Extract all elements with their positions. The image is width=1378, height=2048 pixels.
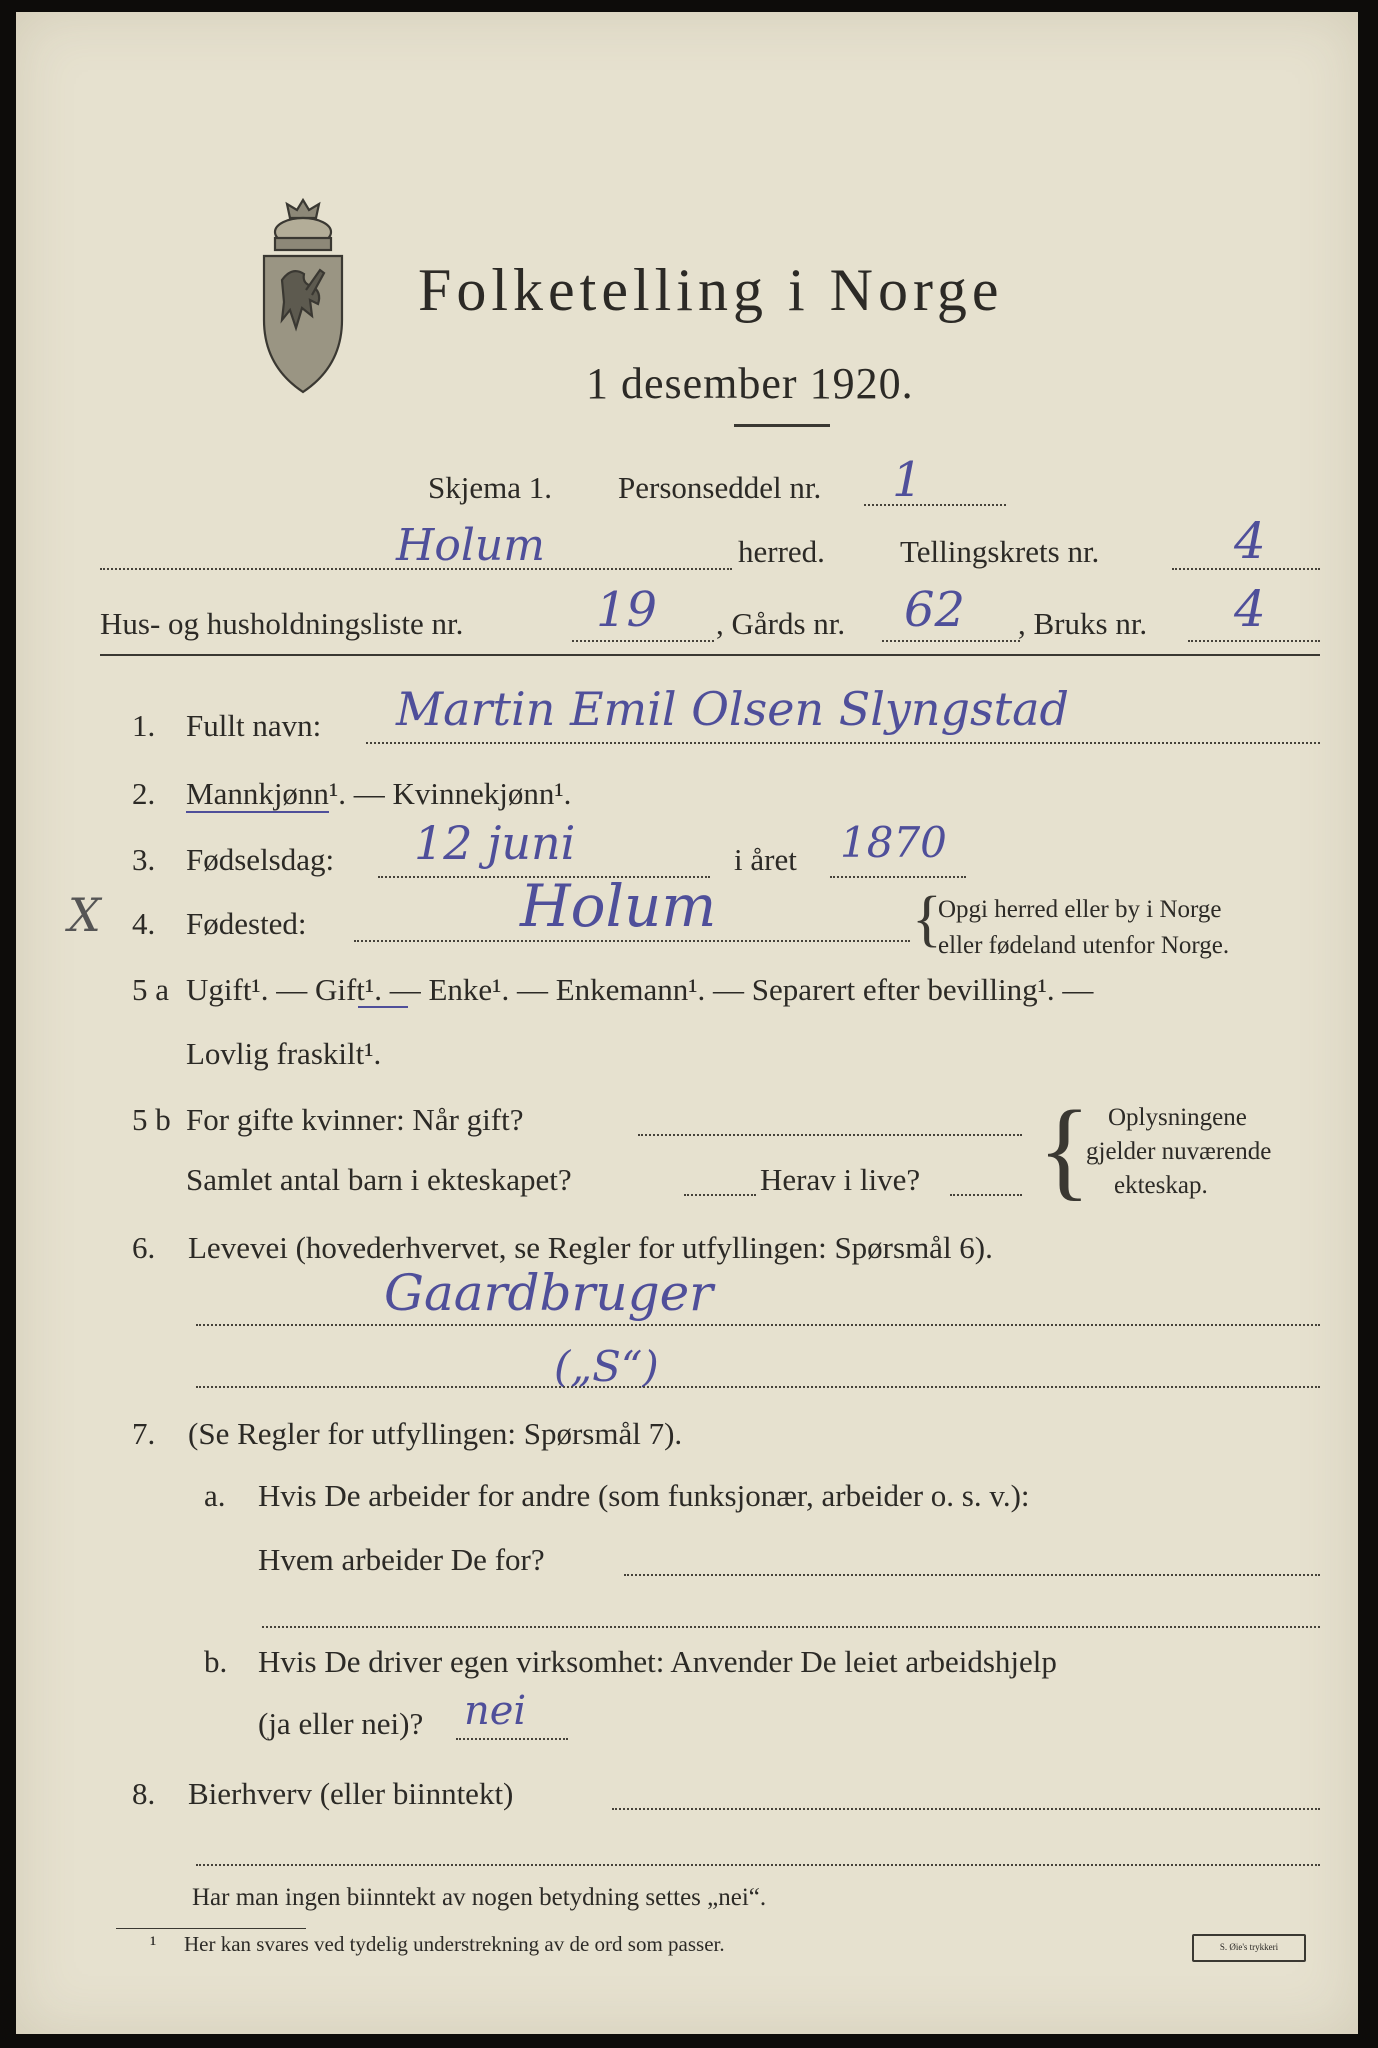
husholdningsliste-line xyxy=(572,640,714,642)
q6-value: Gaardbruger xyxy=(384,1264,714,1322)
printer-stamp xyxy=(1192,1934,1306,1962)
herred-value: Holum xyxy=(396,520,545,571)
footnote-rule xyxy=(116,1928,306,1929)
no-income-note: Har man ingen biinntekt av nogen betydning settes „nei“. xyxy=(192,1884,767,1911)
header-divider xyxy=(100,654,1320,656)
bruks-label: , Bruks nr. xyxy=(1018,606,1148,641)
q8-number: 8. xyxy=(132,1776,156,1811)
q4-note-line1: Opgi herred eller by i Norge xyxy=(938,896,1222,923)
q7-number: 7. xyxy=(132,1416,156,1451)
q6-line1 xyxy=(196,1324,1320,1326)
printer-stamp-text: S. Øie's trykkeri xyxy=(1219,1942,1279,1952)
q5b-note-line3: ekteskap. xyxy=(1114,1172,1208,1199)
coat-of-arms-icon xyxy=(248,194,358,398)
q5b-label-married: For gifte kvinner: Når gift? xyxy=(186,1102,524,1137)
q7b-letter: b. xyxy=(204,1644,228,1679)
q4-line xyxy=(354,940,910,942)
q5a-options-cont: Lovlig fraskilt¹. xyxy=(186,1036,382,1071)
q2-end: ¹. xyxy=(554,776,572,811)
q5b-note-brace: { xyxy=(1038,1088,1091,1210)
q7a-line1: Hvis De arbeider for andre (som funksjonær, arbeider o. s. v.): xyxy=(258,1478,1030,1513)
personseddel-label: Personseddel nr. xyxy=(618,470,822,505)
q5b-label-alive: Herav i live? xyxy=(760,1162,921,1197)
q5b-note-line1: Oplysningene xyxy=(1108,1104,1247,1131)
q7a-answer-line xyxy=(624,1574,1320,1576)
herred-label: herred. xyxy=(738,534,825,569)
bruks-value: 4 xyxy=(1234,580,1266,638)
q8-line1 xyxy=(612,1808,1320,1810)
q4-note-brace: { xyxy=(912,885,942,953)
q5a-number: 5 a xyxy=(132,972,170,1007)
q5b-number: 5 b xyxy=(132,1102,171,1137)
q6-label: Levevei (hovederhvervet, se Regler for utfyllingen: Spørsmål 6). xyxy=(188,1230,993,1265)
q6-line2 xyxy=(196,1386,1320,1388)
gards-line xyxy=(882,640,1020,642)
q2-separator: ¹. — xyxy=(328,776,393,811)
q2-female-option: Kvinnekjønn xyxy=(392,776,555,811)
tellingskrets-value: 4 xyxy=(1234,512,1266,570)
q7b-line1: Hvis De driver egen virksomhet: Anvender De leiet arbeidshjelp xyxy=(258,1644,1057,1679)
q3-year-line xyxy=(830,876,966,878)
gards-label: , Gårds nr. xyxy=(716,606,846,641)
q8-line2 xyxy=(196,1864,1320,1866)
q4-value: Holum xyxy=(520,872,717,940)
q3-number: 3. xyxy=(132,842,156,877)
q5b-note-line2: gjelder nuværende xyxy=(1086,1138,1272,1165)
q7b-line2: (ja eller nei)? xyxy=(258,1706,424,1741)
q6-number: 6. xyxy=(132,1230,156,1265)
q3-year-value: 1870 xyxy=(840,818,947,867)
q2-options xyxy=(186,776,571,812)
tellingskrets-label: Tellingskrets nr. xyxy=(900,534,1100,569)
q1-label: Fullt navn: xyxy=(186,708,322,743)
form-title: Folketelling i Norge xyxy=(418,257,1004,323)
skjema-label: Skjema 1. xyxy=(428,470,552,505)
q7a-letter: a. xyxy=(204,1478,226,1513)
q5b-children-line xyxy=(684,1194,756,1196)
q1-number: 1. xyxy=(132,708,156,743)
footnote-marker: ¹ xyxy=(150,1932,157,1956)
q4-margin-mark: X xyxy=(68,888,101,942)
title-rule xyxy=(734,424,830,427)
q6-value2: („S“) xyxy=(554,1342,659,1391)
q4-number: 4. xyxy=(132,906,156,941)
q5b-alive-line xyxy=(950,1194,1022,1196)
q7a-line2: Hvem arbeider De for? xyxy=(258,1542,545,1577)
q5b-married-line xyxy=(638,1134,1022,1136)
q3-day-value: 12 juni xyxy=(414,816,576,870)
bruks-line xyxy=(1188,640,1320,642)
q3-year-label: i året xyxy=(734,842,797,877)
personseddel-line xyxy=(864,504,1006,506)
q5a-options: Ugift¹. — Gift¹. — Enke¹. — Enkemann¹. — Separert efter bevilling¹. — xyxy=(186,972,1094,1007)
q8-label: Bierhverv (eller biinntekt) xyxy=(188,1776,514,1811)
husholdningsliste-value: 19 xyxy=(596,582,658,638)
census-date: 1 desember 1920. xyxy=(586,359,914,408)
q2-number: 2. xyxy=(132,776,156,811)
q4-note-line2: eller fødeland utenfor Norge. xyxy=(938,932,1230,959)
q7b-value: nei xyxy=(464,1688,527,1734)
q2-male-option: Mannkjønn xyxy=(186,776,329,811)
q4-label: Fødested: xyxy=(186,906,307,941)
census-form xyxy=(16,12,1358,2034)
q5b-label-children: Samlet antal barn i ekteskapet? xyxy=(186,1162,572,1197)
q3-label: Fødselsdag: xyxy=(186,842,335,877)
q7-label: (Se Regler for utfyllingen: Spørsmål 7). xyxy=(188,1416,683,1451)
q1-line xyxy=(366,742,1320,744)
q7b-answer-line xyxy=(456,1738,568,1740)
footnote-text: Her kan svares ved tydelig understrekning av de ord som passer. xyxy=(184,1932,725,1956)
q5a-gift-underline xyxy=(358,1006,408,1008)
q1-value: Martin Emil Olsen Slyngstad xyxy=(396,682,1069,736)
personseddel-value: 1 xyxy=(892,452,923,508)
q7a-answer-line2 xyxy=(262,1626,1320,1628)
husholdningsliste-label: Hus- og husholdningsliste nr. xyxy=(100,606,464,641)
gards-value: 62 xyxy=(904,582,966,638)
